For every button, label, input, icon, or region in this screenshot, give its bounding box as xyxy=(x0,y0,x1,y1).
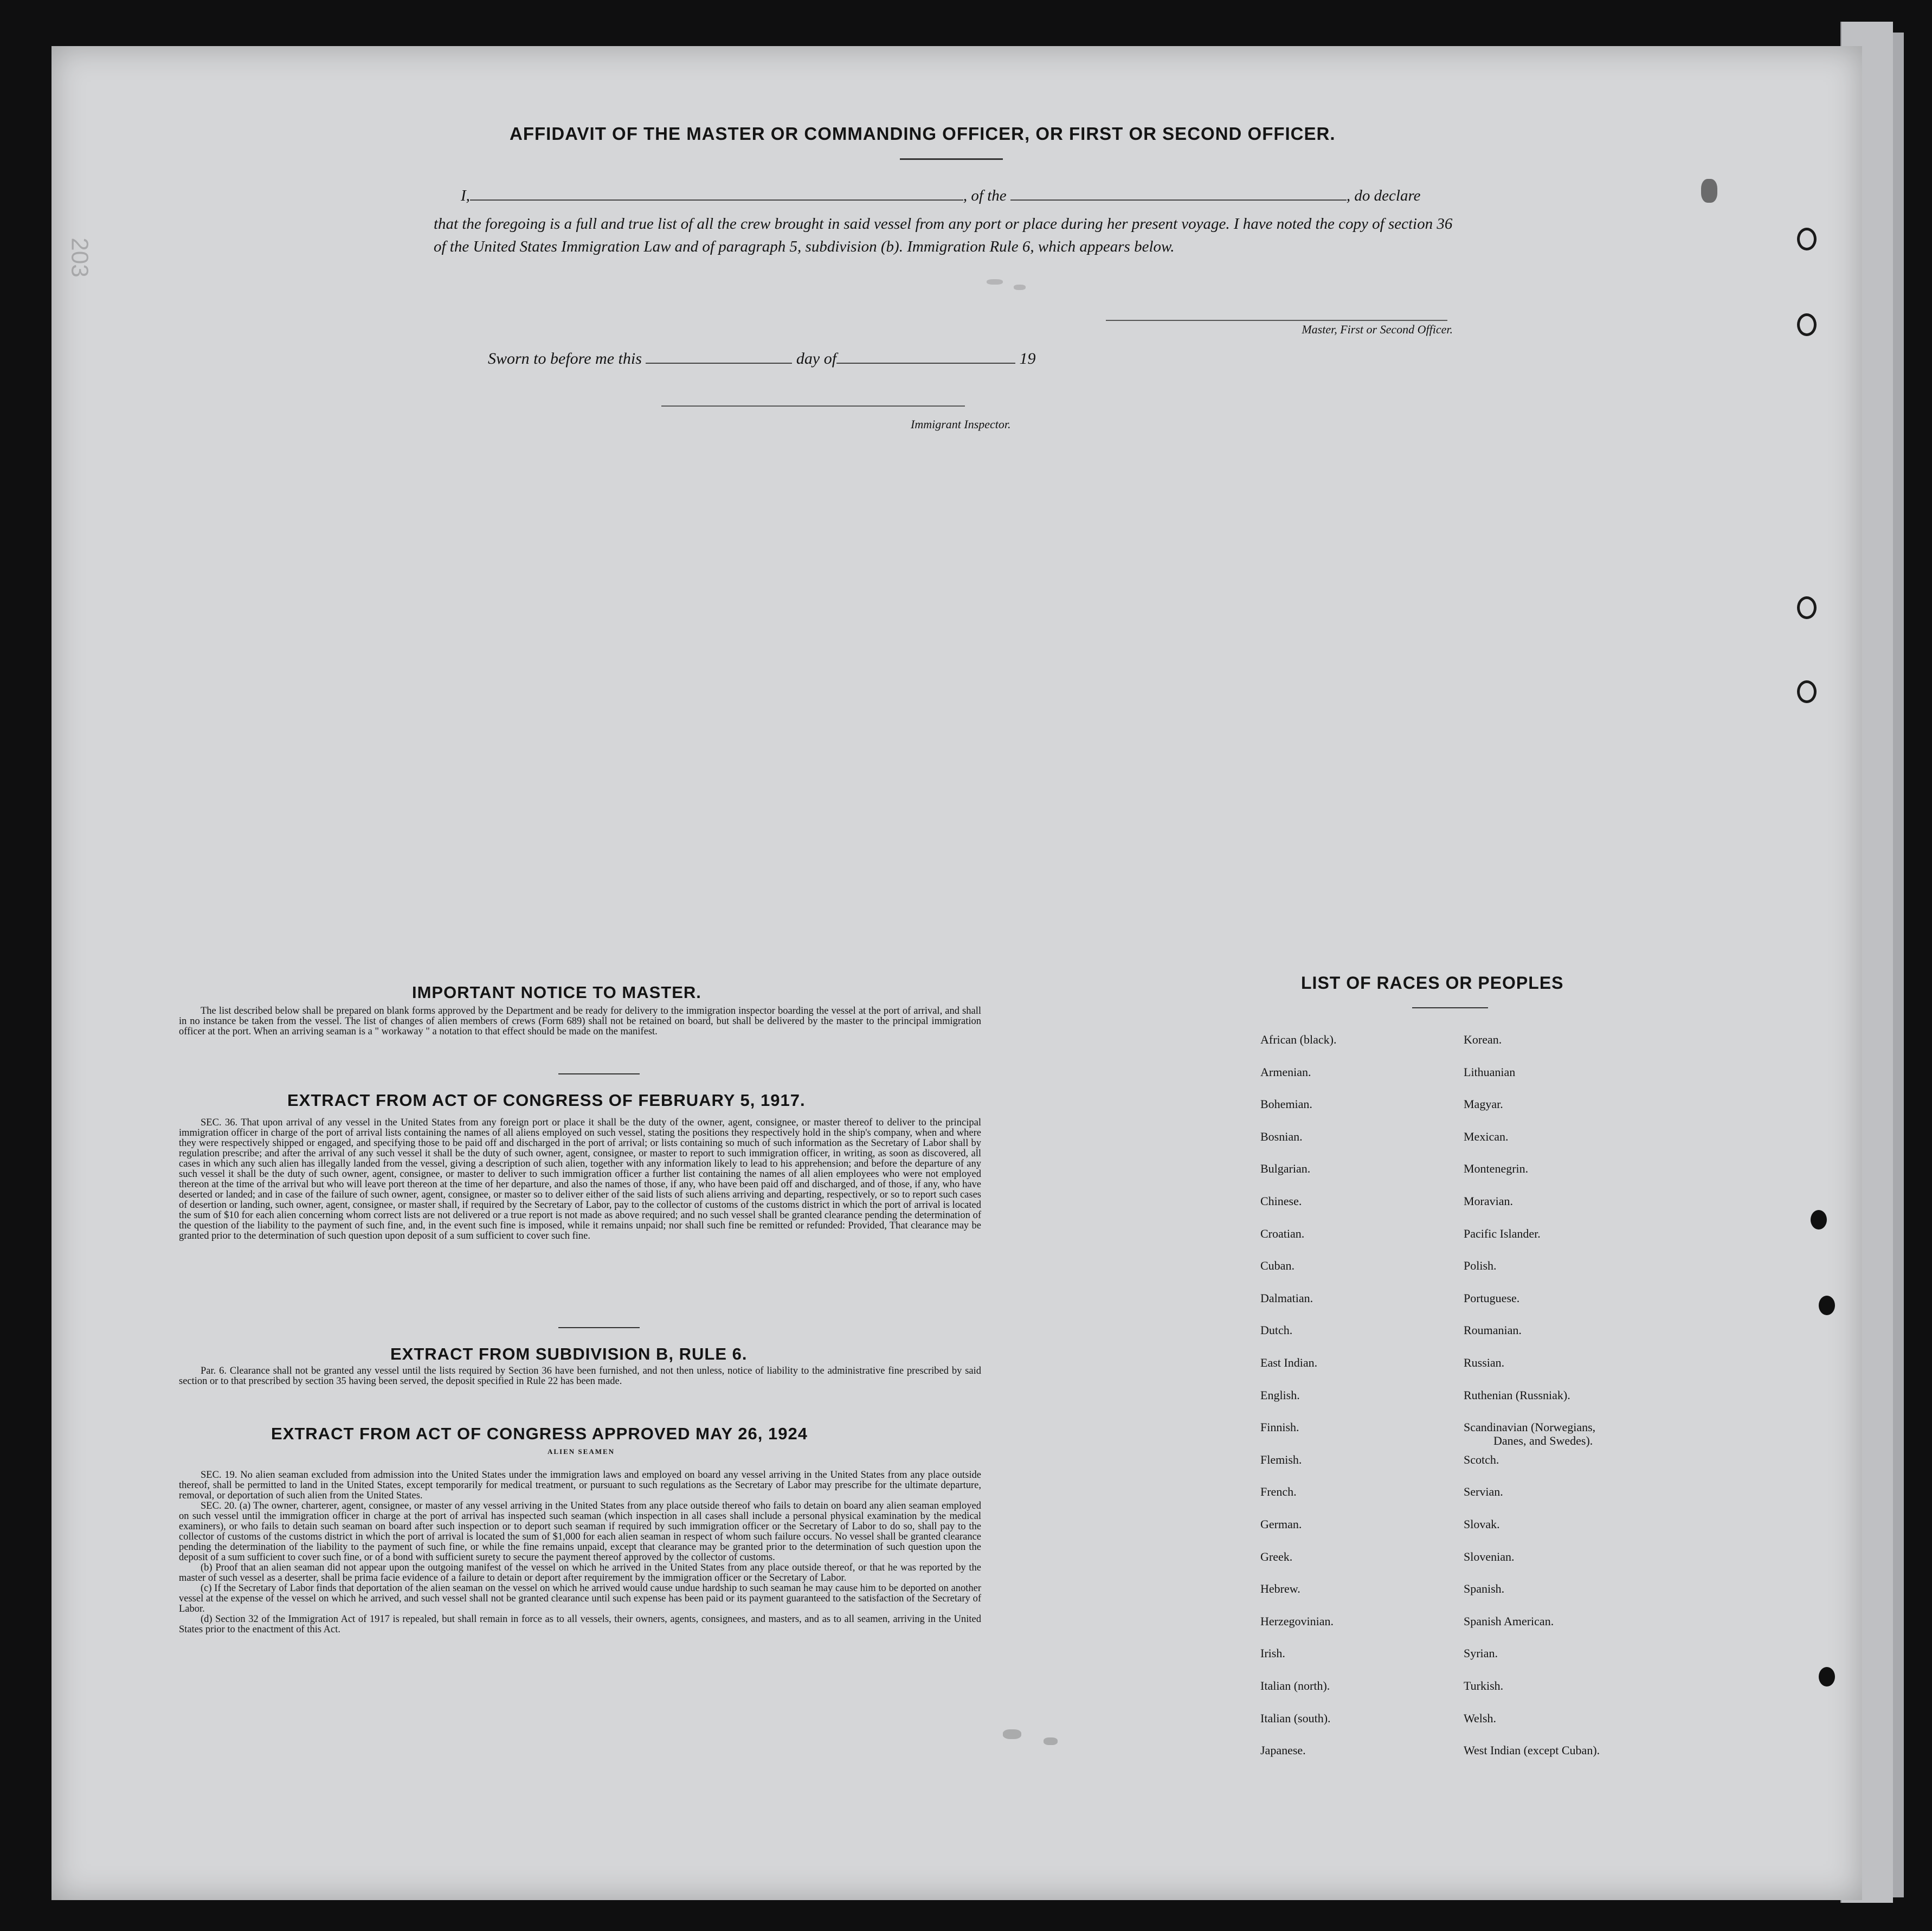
race-item: Russian. xyxy=(1464,1356,1505,1369)
binder-hole xyxy=(1797,680,1817,703)
race-item: Dalmatian. xyxy=(1260,1291,1313,1305)
inspector-label: Immigrant Inspector. xyxy=(911,417,1011,431)
race-item: Flemish. xyxy=(1260,1453,1302,1466)
alien-seamen-text xyxy=(179,1470,981,1635)
race-item: French. xyxy=(1260,1485,1297,1498)
race-item: Slovenian. xyxy=(1464,1550,1515,1563)
race-item: Lithuanian xyxy=(1464,1065,1516,1079)
sworn-label: Sworn to before me this xyxy=(488,350,642,368)
race-item: Korean. xyxy=(1464,1033,1502,1046)
signature-label: Master, First or Second Officer. xyxy=(1302,323,1453,336)
race-item: Danes, and Swedes). xyxy=(1493,1434,1593,1447)
sec20c-text: (c) If the Secretary of Labor finds that deportation of the alien seaman on the vessel on which he arrived would cause undue hardship to such seaman he may cause him to be deported on another vessel at the expense of the vessel on which he arrived, and such vessel shall not be granted clearance until such expense has been paid or its payment guaranteed to the satisfaction of the Secretary of Labor. xyxy=(179,1583,981,1614)
race-item: Ruthenian (Russniak). xyxy=(1464,1388,1570,1402)
sec20a-text: SEC. 20. (a) The owner, charterer, agent, consignee, or master of any vessel arriving in the United States from any place outside thereof who fails to detain on board any alien seaman employed on such vessel until the immigration officer in charge at the port of arrival has inspected such seaman (which inspection in all cases shall include a personal physical examination by the medical examiners), or who fails to detain such seaman on board after such inspection or to deport such seaman if required by such immigration officer or the Secretary of Labor to do so, shall pay to the collector of customs of the customs district in which the port of arrival is located the sum of $1,000 for each alien seaman in respect of whom such failure occurs. No vessel shall be granted clearance pending the determination of the liability to the payment of such fine, or while the fine remains unpaid, except that clearance may be granted prior to the determination of such question upon the deposit of a sum sufficient to cover such fine, or of a bond with sufficient surety to secure the payment thereof approved by the collector of customs. xyxy=(179,1501,981,1563)
race-item: Turkish. xyxy=(1464,1679,1504,1692)
signature-line[interactable] xyxy=(1106,320,1447,321)
bleed-through-mark xyxy=(1003,1729,1021,1739)
race-item: Portuguese. xyxy=(1464,1291,1520,1305)
of-the-label: , of the xyxy=(963,187,1007,204)
year-label: 19 xyxy=(1019,350,1036,368)
race-item: Slovak. xyxy=(1464,1517,1500,1531)
binder-hole xyxy=(1811,1210,1827,1230)
races-title: LIST OF RACES OR PEOPLES xyxy=(1301,973,1564,993)
day-of-label: day of xyxy=(796,350,837,368)
extract-1917-title: EXTRACT FROM ACT OF CONGRESS OF FEBRUARY 5, 1917. xyxy=(287,1091,806,1110)
margin-number: 203 xyxy=(66,237,93,278)
race-item: Italian (north). xyxy=(1260,1679,1330,1692)
title-rule xyxy=(900,158,1003,160)
race-item: Cuban. xyxy=(1260,1259,1295,1272)
rule6-text: Par. 6. Clearance shall not be granted any vessel until the lists required by Section 36 have been furnished, and not then unless, notice of liability to the administrative fine prescribed by said section or to that prescribed by section 35 having been served, the deposit specified in Rule 22 has been made. xyxy=(179,1366,981,1387)
race-item: Bohemian. xyxy=(1260,1097,1312,1111)
race-item: Scandinavian (Norwegians, xyxy=(1464,1420,1596,1434)
race-item: Montenegrin. xyxy=(1464,1162,1529,1175)
race-item: Italian (south). xyxy=(1260,1711,1331,1725)
race-item: Pacific Islander. xyxy=(1464,1227,1541,1240)
race-item: Bulgarian. xyxy=(1260,1162,1311,1175)
race-item: Greek. xyxy=(1260,1550,1293,1563)
binder-hole xyxy=(1819,1667,1835,1687)
race-item: Japanese. xyxy=(1260,1743,1306,1757)
binder-hole xyxy=(1797,596,1817,619)
ink-blot xyxy=(1701,179,1717,203)
declarant-name-field[interactable] xyxy=(470,199,963,201)
declaration-text: that the foregoing is a full and true list of all the crew brought in said vessel from any port or place during her present voyage. I have noted the copy of section 36 of the United States Immigration Law and of paragraph 5, subdivision (b). Immigration Rule 6, which appears below. xyxy=(434,215,1453,255)
race-item: Magyar. xyxy=(1464,1097,1503,1111)
binder-hole xyxy=(1819,1296,1835,1315)
sec20d-text: (d) Section 32 of the Immigration Act of 1917 is repealed, but shall remain in force as to all vessels, their owners, agents, consignees, and masters, and as to all seamen, arriving in the United States prior to the enactment of this Act. xyxy=(179,1614,981,1635)
declaration-line xyxy=(461,187,1421,205)
race-item: Herzegovinian. xyxy=(1260,1614,1334,1628)
sworn-month-field[interactable] xyxy=(836,363,1015,364)
race-item: Scotch. xyxy=(1464,1453,1499,1466)
race-item: Servian. xyxy=(1464,1485,1503,1498)
race-item: English. xyxy=(1260,1388,1300,1402)
vessel-name-field[interactable] xyxy=(1010,199,1347,201)
race-item: West Indian (except Cuban). xyxy=(1464,1743,1600,1757)
declarant-label: I, xyxy=(461,187,470,204)
race-item: Syrian. xyxy=(1464,1646,1498,1660)
alien-seamen-subtitle: ALIEN SEAMEN xyxy=(548,1447,615,1456)
sec19-text: SEC. 19. No alien seaman excluded from admission into the United States under the immigration laws and employed on board any vessel arriving in the United States from any place outside thereof, shall be permitted to land in the United States, except temporarily for medical treatment, or pursuant to such regulations as the Secretary of Labor may prescribe for the ultimate departure, removal, or deportation of such alien from the United States. xyxy=(179,1470,981,1501)
bleed-through-mark xyxy=(987,279,1003,285)
races-rule xyxy=(1412,1007,1488,1008)
section-rule xyxy=(558,1327,640,1328)
race-item: Armenian. xyxy=(1260,1065,1311,1079)
race-item: Mexican. xyxy=(1464,1130,1509,1143)
inspector-signature-line[interactable] xyxy=(661,405,965,407)
race-item: Croatian. xyxy=(1260,1227,1305,1240)
sec20b-text: (b) Proof that an alien seaman did not appear upon the outgoing manifest of the vessel on which he arrived in the United States from any place outside thereof, or that he was reported by the master of such vessel as a deserter, shall be prima facie evidence of a failure to detain or deport after requirement by the immigration officer or the Secretary of Labor. xyxy=(179,1562,981,1584)
race-item: African (black). xyxy=(1260,1033,1337,1046)
race-item: Roumanian. xyxy=(1464,1323,1522,1337)
race-item: Irish. xyxy=(1260,1646,1285,1660)
race-item: Hebrew. xyxy=(1260,1582,1300,1595)
race-item: Finnish. xyxy=(1260,1420,1299,1434)
race-item: Chinese. xyxy=(1260,1194,1302,1208)
affidavit-title: AFFIDAVIT OF THE MASTER OR COMMANDING OFFICER, OR FIRST OR SECOND OFFICER. xyxy=(510,124,1336,144)
section-rule xyxy=(558,1073,640,1074)
race-item: Moravian. xyxy=(1464,1194,1514,1208)
bleed-through-mark xyxy=(1044,1737,1058,1745)
race-item: East Indian. xyxy=(1260,1356,1318,1369)
notice-title: IMPORTANT NOTICE TO MASTER. xyxy=(412,983,701,1002)
declare-label: , do declare xyxy=(1346,187,1421,204)
race-item: Spanish American. xyxy=(1464,1614,1554,1628)
race-item: Bosnian. xyxy=(1260,1130,1303,1143)
binder-hole xyxy=(1797,228,1817,250)
extract-rule6-title: EXTRACT FROM SUBDIVISION B, RULE 6. xyxy=(390,1344,748,1363)
sworn-day-field[interactable] xyxy=(646,363,792,364)
extract-1924-title: EXTRACT FROM ACT OF CONGRESS APPROVED MAY 26, 1924 xyxy=(271,1424,808,1443)
section-36-text: SEC. 36. That upon arrival of any vessel in the United States from any foreign port or place it shall be the duty of the owner, agent, consignee, or master thereof to deliver to the principal immigration officer in charge of the port of arrival lists containing the names of all aliens employed on such vessel, stating the positions they respectively hold in the ship's company, when and where they were respectively shipped or engaged, and specifying those to be paid off and discharged in the port of arrival; or lists containing so much of such information as the Secretary of Labor shall by regulation prescribe; and after the arrival of any such vessel it shall be the duty of such owner, agent, consignee, or master to report to such immigration officer, in writing, as soon as discovered, all cases in which any such alien has illegally landed from the vessel, giving a description of such alien, together with any information likely to lead to his apprehension; and before the departure of any such vessel it shall be the duty of such owner, agent, consignee, or master to deliver to such immigration officer a further list containing the names of all alien employees who were not employed thereon at the time of the arrival but who will leave port thereon at the time of her departure, and also the names of those, if any, who have been paid off and discharged, and of those, if any, who have deserted or landed; and in case of the failure of such owner, agent, consignee, or master so to deliver either of the said lists of such aliens arriving and departing, respectively, or so to report such cases of desertion or landing, such owner, agent, consignee, or master shall, if required by the Secretary of Labor, pay to the collector of customs of the customs district in which the port of arrival is located the sum of $10 for each alien concerning whom correct lists are not delivered or a true report is not made as above required; and no such vessel shall be granted clearance pending the determination of the question of the liability to the payment of such fine, and, in the event such fine is imposed, while it remains unpaid; nor shall such fine be remitted or refunded: Provided, That clearance may be granted prior to the determination of such question upon deposit of a sum sufficient to cover such fine. xyxy=(179,1117,981,1241)
race-item: Welsh. xyxy=(1464,1711,1496,1725)
race-item: Dutch. xyxy=(1260,1323,1293,1337)
race-item: Polish. xyxy=(1464,1259,1497,1272)
race-item: German. xyxy=(1260,1517,1302,1531)
notice-text: The list described below shall be prepared on blank forms approved by the Department and be ready for delivery to the immigration inspector boarding the vessel at the port of arrival, and shall in no instance be taken from the vessel. The list of changes of alien members of crews (Form 689) shall not be retained on board, but shall be delivered by the master to the principal immigration officer at the port. When an arriving seaman is a " workaway " a notation to that effect should be made on the manifest. xyxy=(179,1006,981,1037)
bleed-through-mark xyxy=(1014,285,1026,290)
binder-hole xyxy=(1797,313,1817,336)
race-item: Spanish. xyxy=(1464,1582,1505,1595)
sworn-line xyxy=(488,350,1036,368)
